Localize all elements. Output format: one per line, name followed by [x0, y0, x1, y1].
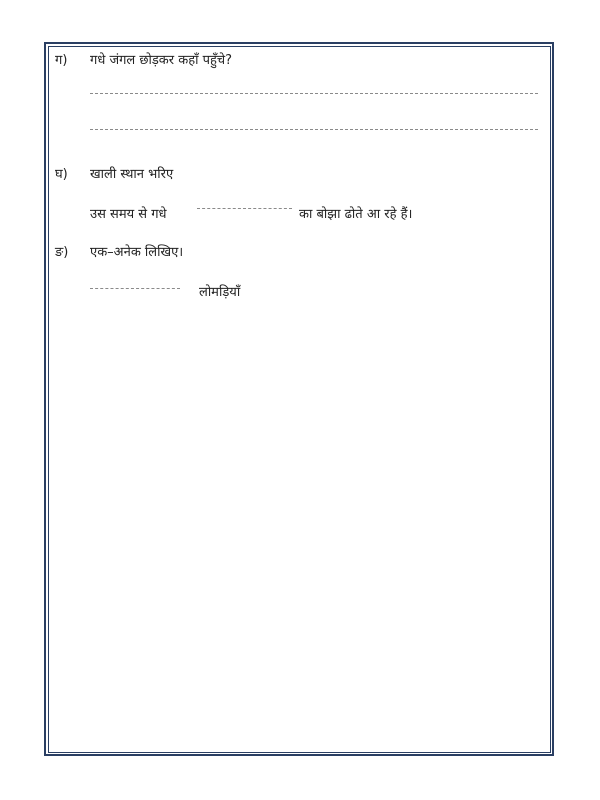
question-ng-prompt: एक–अनेक लिखिए। [90, 245, 184, 260]
question-gh-prompt: खाली स्थान भरिए [90, 167, 174, 182]
question-gh-marker: घ) [55, 167, 68, 182]
fill-blank-line[interactable] [197, 208, 292, 209]
singular-answer-line[interactable] [90, 288, 180, 289]
answer-line-1[interactable] [90, 93, 538, 94]
answer-line-2[interactable] [90, 129, 538, 130]
plural-word: लोमड़ियाँ [199, 285, 241, 300]
question-ng-marker: ङ) [55, 245, 69, 260]
question-g-prompt: गधे जंगल छोड़कर कहाँ पहुँचे? [90, 53, 233, 68]
question-g-marker: ग) [55, 53, 68, 68]
page-border-inner [48, 46, 551, 753]
fill-blank-sentence-end: का बोझा ढोते आ रहे हैं। [299, 207, 413, 222]
fill-blank-sentence-start: उस समय से गधे [90, 207, 167, 222]
